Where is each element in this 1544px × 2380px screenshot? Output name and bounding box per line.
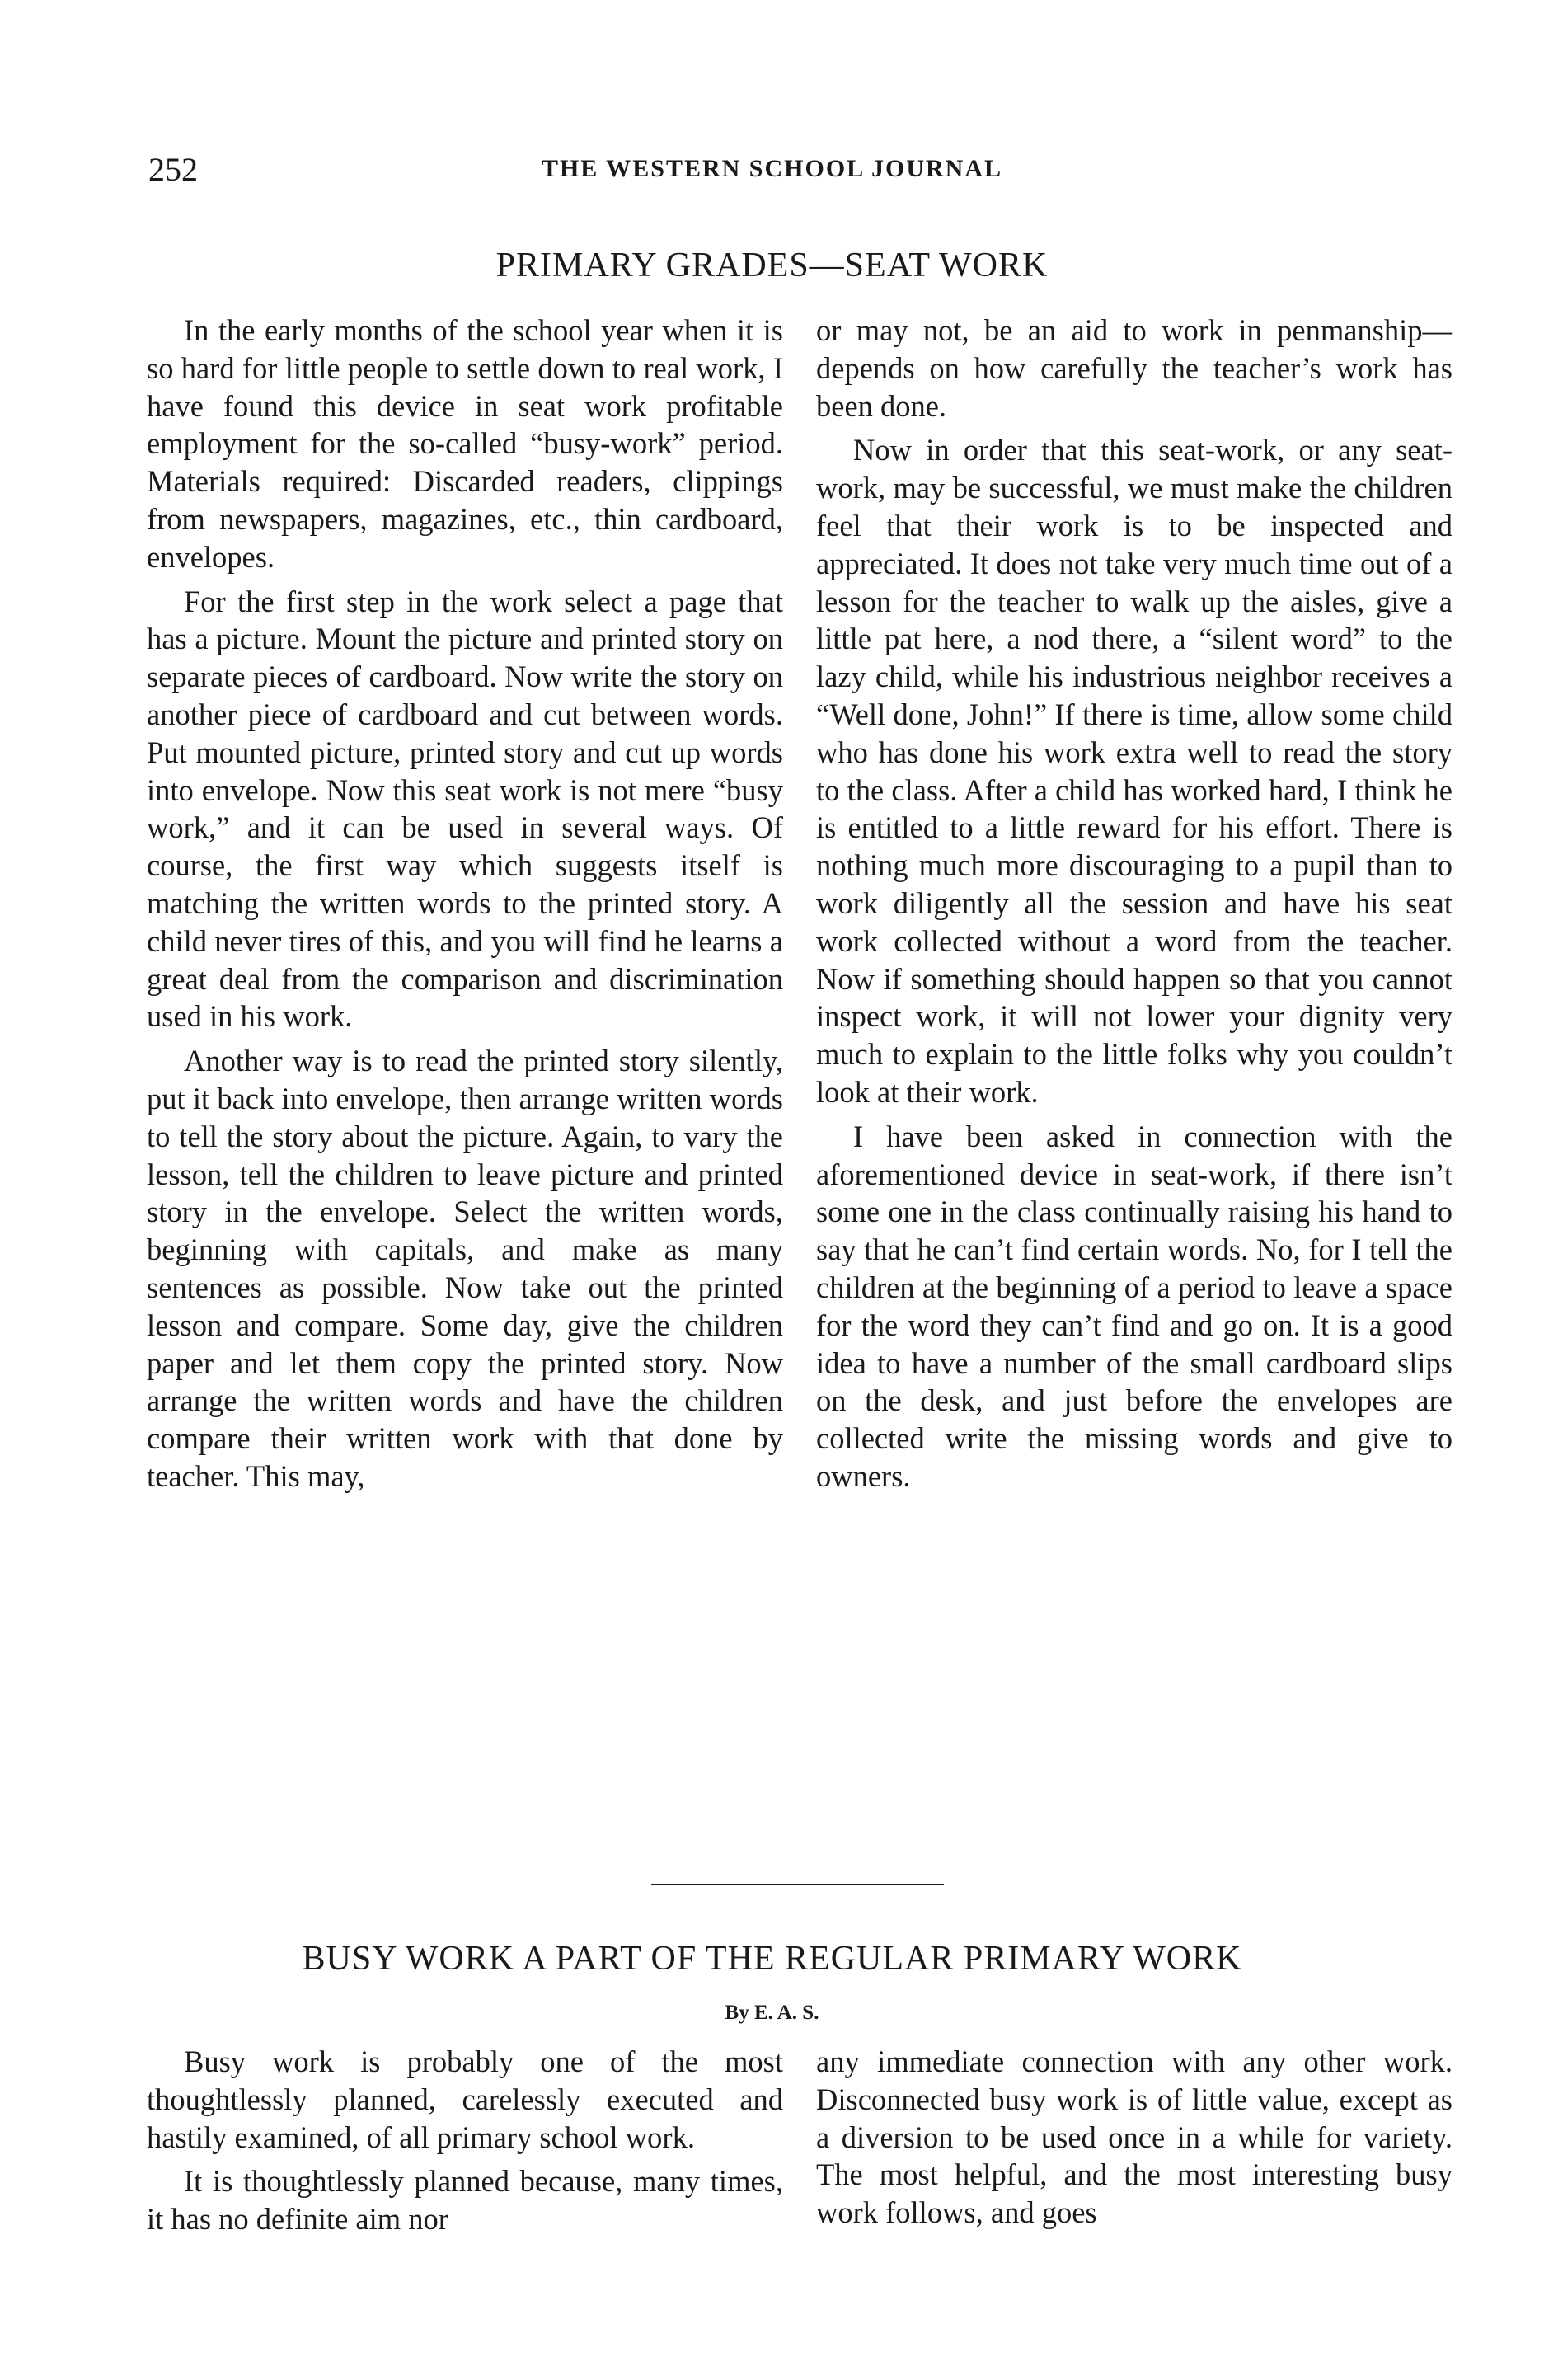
article-column-right bbox=[816, 312, 1452, 1495]
paragraph: In the early months of the school year when it is so hard for little people to settle down to real work, I have found this device in seat work profitable employment for the so-called “busy-work” period. Materials required: Discarded readers, clippings from newspapers, magazines, etc., thin cardboard, envelopes. bbox=[147, 313, 783, 574]
paragraph: Now in order that this seat-work, or any seat-work, may be successful, we must make the children feel that their work is to be inspected and appreciated. It does not take very much time out of a lesson for the teacher to walk up the aisles, give a little pat here, a nod there, a “silent word” to the lazy child, while his industrious neighbor receives a “Well done, John!” If there is time, allow some child who has done his work extra well to read the story to the class. After a child has worked hard, I think he is entitled to a little reward for his effort. There is nothing much more discouraging to a pupil than to work diligently all the session and have his seat work collected without a word from the teacher. Now if something should happen so that you cannot inspect work, it will not lower your dignity very much to explain to the little folks why you couldn’t look at their work. bbox=[816, 433, 1452, 1109]
article-title: BUSY WORK A PART OF THE REGULAR PRIMARY WORK bbox=[302, 1940, 1242, 1978]
article-column-left bbox=[147, 312, 783, 1495]
article-title: PRIMARY GRADES—SEAT WORK bbox=[495, 246, 1049, 284]
article-column-left bbox=[147, 2043, 783, 2238]
paragraph: Another way is to read the printed story silently, put it back into envelope, then arrange written words to tell the story about the picture. Again, to vary the lesson, tell the children to leave picture and printed story in the envelope. Select the written words, beginning with capitals, and make as many sentences as possible. Now take out the printed lesson and compare. Some day, give the children paper and let them copy the printed story. Now arrange the written words and have the children compare their written work with that done by teacher. This may, bbox=[147, 1044, 783, 1493]
section-divider bbox=[651, 1884, 944, 1885]
running-head: THE WESTERN SCHOOL JOURNAL bbox=[541, 155, 1003, 182]
byline: By E. A. S. bbox=[725, 2002, 819, 2024]
article-column-right bbox=[816, 2043, 1452, 2232]
paragraph: any immediate connection with any other work. Disconnected busy work is of little value, except as a diversion to be used once in a while for variety. The most helpful, and the most interesting busy work follows, and goes bbox=[816, 2044, 1452, 2230]
page-number: 252 bbox=[148, 151, 198, 188]
paragraph: For the first step in the work select a page that has a picture. Mount the picture and printed story on separate pieces of cardboard. Now write the story on another piece of cardboard and cut between words. Put mounted picture, printed story and cut up words into envelope. Now this seat work is not mere “busy work,” and it can be used in several ways. Of course, the first way which suggests itself is matching the written words to the printed story. A child never tires of this, and you will find he learns a great deal from the comparison and discrimination used in his work. bbox=[147, 584, 783, 1034]
paragraph: I have been asked in connection with the aforementioned device in seat-work, if there isn’t some one in the class continually raising his hand to say that he can’t find certain words. No, for I tell the children at the beginning of a period to leave a space for the word they can’t find and go on. It is a good idea to have a number of the small cardboard slips on the desk, and just before the envelopes are collected write the missing words and give to owners. bbox=[816, 1119, 1452, 1493]
paragraph: or may not, be an aid to work in penmanship—depends on how carefully the teacher’s work has been done. bbox=[816, 313, 1452, 423]
paragraph: Busy work is probably one of the most thoughtlessly planned, carelessly executed and hastily examined, of all primary school work. bbox=[147, 2044, 783, 2154]
paragraph: It is thoughtlessly planned because, many times, it has no definite aim nor bbox=[147, 2164, 783, 2237]
